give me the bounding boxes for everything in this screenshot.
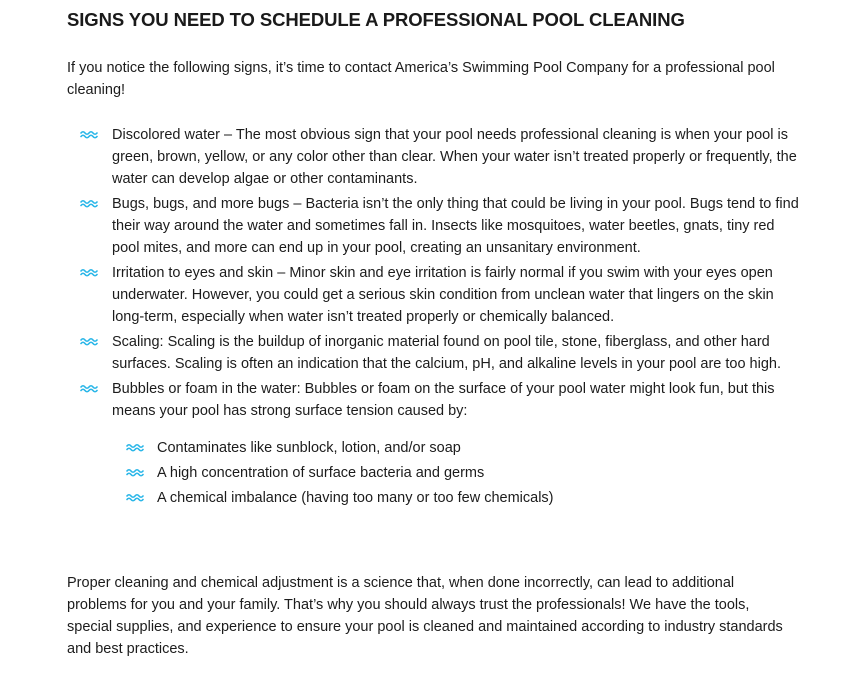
sign-item xyxy=(67,331,802,375)
sign-item xyxy=(67,378,802,509)
section-heading: SIGNS YOU NEED TO SCHEDULE A PROFESSIONAL POOL CLEANING xyxy=(67,9,685,30)
intro-paragraph: If you notice the following signs, it’s time to contact America’s Swimming Pool Company for a professional pool cleaning! xyxy=(67,60,775,98)
wave-icon xyxy=(80,198,98,208)
wave-icon xyxy=(80,129,98,139)
sign-item xyxy=(67,124,802,190)
wave-icon xyxy=(80,336,98,346)
wave-icon xyxy=(80,383,98,393)
sign-text: Irritation to eyes and skin – Minor skin and eye irritation is fairly normal if you swim with your eyes open underwater. However, you could get a serious skin condition from unclean water that lingers on the skin long-term, especially when water isn’t treated properly or chemically balanced. xyxy=(112,265,774,325)
sign-item xyxy=(67,193,802,259)
cause-text: A high concentration of surface bacteria and germs xyxy=(157,465,485,481)
closing-paragraph: Proper cleaning and chemical adjustment is a science that, when done incorrectly, can lead to additional problems for you and your family. That’s why you should always trust the professionals! We have the tools, special supplies, and experience to ensure your pool is cleaned and maintained according to industry standards and best practices. xyxy=(67,575,783,657)
wave-icon xyxy=(126,467,144,477)
sign-item xyxy=(67,262,802,328)
wave-icon xyxy=(80,267,98,277)
cause-text: Contaminates like sunblock, lotion, and/or soap xyxy=(157,440,461,456)
cause-text: A chemical imbalance (having too many or too few chemicals) xyxy=(157,490,554,506)
sign-text: Bubbles or foam in the water: Bubbles or foam on the surface of your pool water might look fun, but this means your pool has strong surface tension caused by: xyxy=(112,381,775,419)
sign-text: Bugs, bugs, and more bugs – Bacteria isn’t the only thing that could be living in your pool. Bugs tend to find their way around the water and sometimes fall in. Insects like mosquitoes, water beetles, gnats, tiny red pool mites, and more can end up in your pool, creating an unsanitary environment. xyxy=(112,196,799,256)
sign-text: Discolored water – The most obvious sign that your pool needs professional cleaning is when your pool is green, brown, yellow, or any color other than clear. When your water isn’t treated properly or frequently, the water can develop algae or other contaminants. xyxy=(112,127,797,187)
wave-icon xyxy=(126,442,144,452)
cause-item xyxy=(112,462,802,484)
cause-item xyxy=(112,487,802,509)
wave-icon xyxy=(126,492,144,502)
sign-text: Scaling: Scaling is the buildup of inorganic material found on pool tile, stone, fiberglass, and other hard surfaces. Scaling is often an indication that the calcium, pH, and alkaline levels in your pool are too high. xyxy=(112,334,781,372)
signs-list xyxy=(67,124,802,512)
cause-item xyxy=(112,437,802,459)
causes-list xyxy=(112,437,802,509)
